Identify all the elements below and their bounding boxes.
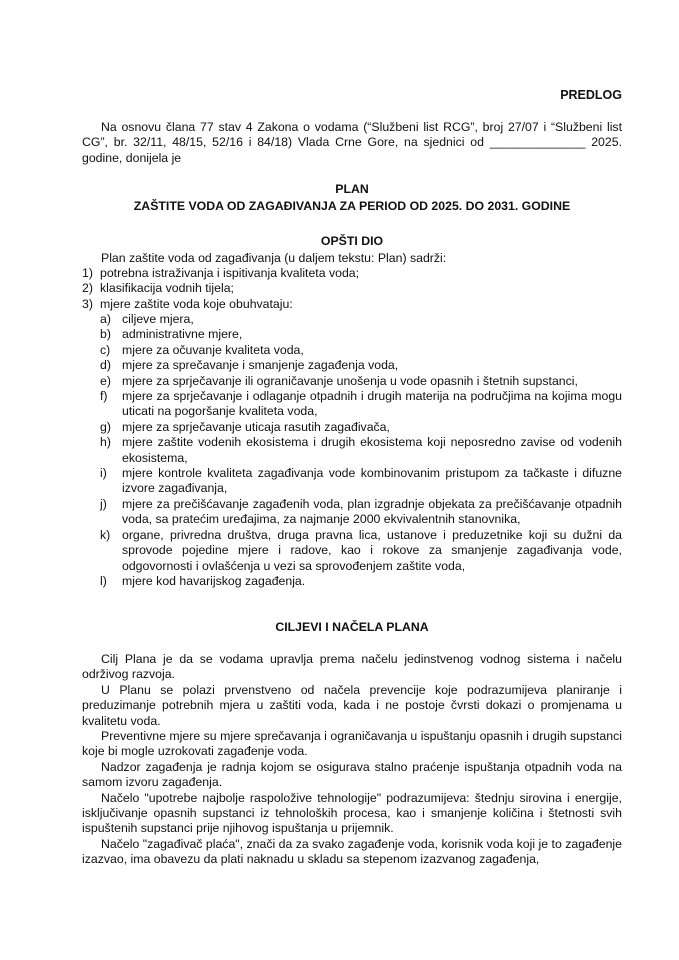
body-paragraph: Cilj Plana je da se vodama upravlja prema načelu jedinstvenog vodnog sistema i načelu održivog razvoja.: [82, 652, 622, 682]
sublist-item: [82, 343, 622, 358]
sublist-item-text: mjere za sprječavanje i odlaganje otpadnih i drugih materija na područjima na kojima mogu uticati na pogoršanje kvaliteta voda,: [122, 389, 622, 419]
body-paragraph: Načelo "zagađivač plaća", znači da za svako zagađenje voda, korisnik voda koji je to zagađenje izazvao, ima obavezu da plati naknadu u skladu sa stepenom izazvanog zagađenja,: [82, 836, 622, 867]
sublist-letter: d): [100, 358, 111, 373]
sublist-item: [82, 435, 622, 466]
sublist-item: [82, 466, 622, 497]
list-item-text: mjere zaštite voda koje obuhvataju:: [100, 296, 293, 311]
legal-basis-intro: [82, 120, 622, 166]
sublist-item-text: administrativne mjere,: [122, 327, 243, 342]
sublist-item: [82, 574, 622, 589]
sublist-letter: b): [100, 327, 111, 342]
sublist-letter: c): [100, 342, 111, 357]
sublist-item-text: organe, privredna društva, druga pravna lica, ustanove i preduzetnike koji su dužni da sprovode pojedine mjere i radove, kao i rokove za smanjenje zagađivanja vode, odgovornosti i ovlašćenja u vezi sa sprovođenjem zaštite voda,: [122, 527, 622, 573]
sublist-item-text: mjere kontrole kvaliteta zagađivanja vode kombinovanim pristupom za tačkaste i difuzne izvore zagađivanja,: [122, 466, 622, 496]
sublist-item: [82, 327, 622, 342]
sublist-item: [82, 389, 622, 420]
body-paragraph: Nadzor zagađenja je radnja kojom se osigurava stalno praćenje ispuštanja otpadnih voda na samom izvoru zagađenja.: [82, 759, 622, 790]
sublist-item-text: mjere za sprečavanje i smanjenje zagađenja voda,: [122, 358, 399, 373]
contents-lead: Plan zaštite voda od zagađivanja (u daljem tekstu: Plan) sadrži:: [101, 251, 447, 265]
sublist-letter: g): [100, 419, 111, 434]
list-item: [82, 266, 622, 281]
list-item-text: potrebna istraživanja i ispitivanja kvaliteta voda;: [100, 266, 360, 280]
section-heading-goals: CILJEVI I NAČELA PLANA: [275, 620, 429, 634]
list-item-text: klasifikacija vodnih tijela;: [100, 281, 234, 296]
sublist-item-text: mjere za sprječavanje ili ograničavanje unošenja u vode opasnih i štetnih supstanci,: [122, 373, 578, 388]
sublist-item: [82, 374, 622, 389]
sublist-item-text: mjere za sprječavanje uticaja rasutih zagađivača,: [122, 419, 390, 434]
measures-sublist: [82, 312, 622, 589]
list-item: [82, 297, 622, 312]
document-subtitle: ZAŠTITE VODA OD ZAGAĐIVANJA ZA PERIOD OD 2025. DO 2031. GODINE: [133, 199, 571, 213]
sublist-letter: l): [100, 573, 107, 588]
sublist-item-text: mjere kod havarijskog zagađenja.: [122, 573, 306, 588]
contents-list: [82, 266, 622, 312]
sublist-letter: f): [100, 389, 108, 404]
sublist-item: [82, 358, 622, 373]
sublist-letter: i): [100, 466, 107, 481]
sublist-item-text: mjere zaštite vodenih ekosistema i drugih ekosistema koji neposredno zavise od vodenih ekosistema,: [122, 435, 622, 465]
intro-paragraph: Na osnovu člana 77 stav 4 Zakona o vodama (“Službeni list RCG”, broj 27/07 i “Službeni list CG”, br. 32/11, 48/15, 52/16 i 84/18) Vlada Crne Gore, na sjednici od ______________ 2025. godine, donijela je: [82, 120, 622, 165]
proposal-label: PREDLOG: [560, 88, 622, 102]
sublist-item: [82, 528, 622, 574]
sublist-letter: k): [100, 527, 111, 542]
sublist-item-text: mjere za prečišćavanje zagađenih voda, plan izgradnje objekata za prečišćavanje otpadnih voda, sa pratećim uređajima, za najmanje 2000 ekvivalentnih stanovnika,: [122, 496, 622, 527]
sublist-item-text: mjere za očuvanje kvaliteta voda,: [122, 342, 304, 357]
sublist-letter: h): [100, 435, 111, 450]
document-title: PLAN: [335, 182, 369, 196]
sublist-item: [82, 420, 622, 435]
sublist-item: [82, 312, 622, 327]
list-number: 3): [82, 296, 93, 311]
list-number: 2): [82, 281, 93, 296]
body-paragraph: U Planu se polazi prvenstveno od načela prevencije koje podrazumijeva planiranje i preduzimanje potrebnih mjera u zaštiti voda, kada i ne postoje čvrsti dokazi o promjenama u kvalitetu voda.: [82, 682, 622, 728]
list-number: 1): [82, 266, 93, 280]
body-paragraph: Preventivne mjere su mjere sprečavanja i ograničavanja u ispuštanju opasnih i drugih supstanci koje bi mogle uzrokovati zagađenje voda.: [82, 729, 622, 759]
sublist-letter: j): [100, 496, 107, 511]
sublist-item-text: ciljeve mjera,: [122, 312, 194, 326]
list-item: [82, 281, 622, 296]
sublist-letter: e): [100, 373, 111, 388]
body-paragraph: Načelo "upotrebe najbolje raspoložive tehnologije" podrazumijeva: štednju sirovina i energije, isključivanje opasnih supstanci iz tehnoloških procesa, kao i smanjenje količina i štetnosti svih ispuštenih supstanci prije njihovog ispuštanja u prijemnik.: [82, 790, 622, 836]
sublist-letter: a): [100, 312, 111, 326]
section-heading-general: OPŠTI DIO: [320, 234, 384, 248]
sublist-item: [82, 497, 622, 528]
goals-body: [82, 652, 622, 868]
